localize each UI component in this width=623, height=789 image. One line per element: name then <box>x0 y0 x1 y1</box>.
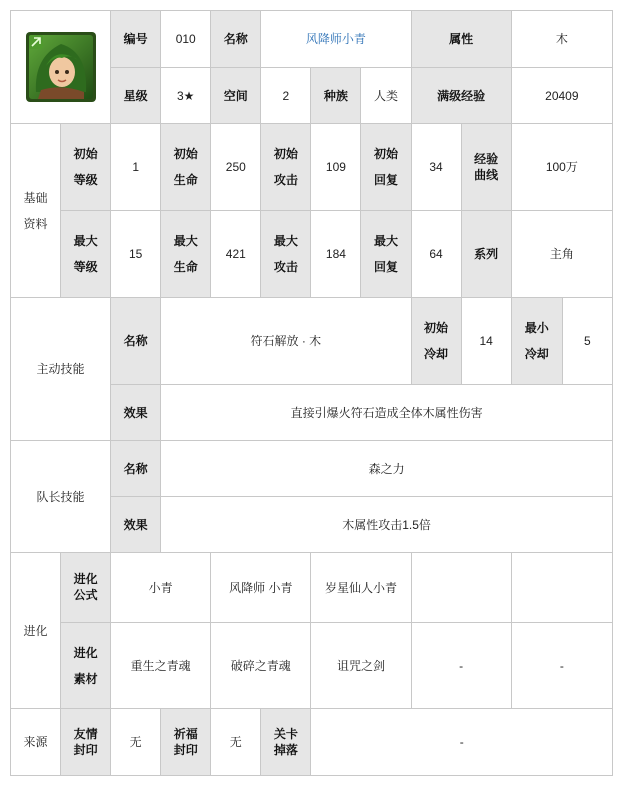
min-cd-value: 5 <box>562 298 612 385</box>
id-label: 编号 <box>111 11 161 68</box>
evo-formula-stage-5 <box>511 553 612 623</box>
forest-girl-portrait-icon <box>26 32 96 102</box>
evo-material-label: 进化 素材 <box>61 623 111 709</box>
leader-skill-section-label: 队长技能 <box>11 441 111 553</box>
init-hp-label: 初始 生命 <box>161 124 211 211</box>
init-rec-label: 初始 回复 <box>361 124 411 211</box>
exp-curve-label: 经验 曲线 <box>461 124 511 211</box>
min-cd-label: 最小 冷却 <box>511 298 562 385</box>
star-value: 3★ <box>161 68 211 124</box>
source-section-label: 来源 <box>11 709 61 776</box>
max-hp-label: 最大 生命 <box>161 211 211 298</box>
max-rec-value: 64 <box>411 211 461 298</box>
race-label: 种族 <box>311 68 361 124</box>
evo-material-4: - <box>411 623 511 709</box>
attr-label: 属性 <box>411 11 511 68</box>
evo-formula-stage-4 <box>411 553 511 623</box>
init-cd-value: 14 <box>461 298 511 385</box>
evo-formula-label: 进化 公式 <box>61 553 111 623</box>
init-atk-label: 初始 攻击 <box>261 124 311 211</box>
evo-material-1: 重生之青魂 <box>111 623 211 709</box>
init-hp-value: 250 <box>211 124 261 211</box>
max-atk-label: 最大 攻击 <box>261 211 311 298</box>
star-label: 星级 <box>111 68 161 124</box>
name-label: 名称 <box>211 11 261 68</box>
evo-formula-stage-3: 岁星仙人小青 <box>311 553 411 623</box>
avatar <box>26 32 96 102</box>
card-name-link[interactable]: 风降师小青 <box>261 11 411 68</box>
init-cd-label: 初始 冷却 <box>411 298 461 385</box>
active-skill-effect-label: 效果 <box>111 385 161 441</box>
active-skill-effect: 直接引爆火符石造成全体木属性伤害 <box>161 385 613 441</box>
id-value: 010 <box>161 11 211 68</box>
friend-seal-label: 友情 封印 <box>61 709 111 776</box>
series-label: 系列 <box>461 211 511 298</box>
evolution-section-label: 进化 <box>11 553 61 709</box>
evo-material-3: 诅咒之剑 <box>311 623 411 709</box>
max-level-value: 15 <box>111 211 161 298</box>
exp-curve-value: 100万 <box>511 124 612 211</box>
stage-drop-label: 关卡 掉落 <box>261 709 311 776</box>
avatar-cell <box>11 11 111 124</box>
init-level-label: 初始 等级 <box>61 124 111 211</box>
base-section-label: 基础 资料 <box>11 124 61 298</box>
leader-skill-effect-label: 效果 <box>111 497 161 553</box>
stage-drop-value: - <box>311 709 613 776</box>
max-hp-value: 421 <box>211 211 261 298</box>
active-skill-name-label: 名称 <box>111 298 161 385</box>
max-atk-value: 184 <box>311 211 361 298</box>
leader-skill-name-label: 名称 <box>111 441 161 497</box>
evo-material-2: 破碎之青魂 <box>211 623 311 709</box>
cost-label: 空间 <box>211 68 261 124</box>
pray-seal-value: 无 <box>211 709 261 776</box>
evo-formula-stage-2: 风降师 小青 <box>211 553 311 623</box>
maxexp-label: 满级经验 <box>411 68 511 124</box>
friend-seal-value: 无 <box>111 709 161 776</box>
max-rec-label: 最大 回复 <box>361 211 411 298</box>
init-level-value: 1 <box>111 124 161 211</box>
series-value: 主角 <box>511 211 612 298</box>
pray-seal-label: 祈福 封印 <box>161 709 211 776</box>
evo-material-5: - <box>511 623 612 709</box>
race-value: 人类 <box>361 68 411 124</box>
evo-formula-stage-1: 小青 <box>111 553 211 623</box>
attr-value: 木 <box>511 11 612 68</box>
max-level-label: 最大 等级 <box>61 211 111 298</box>
maxexp-value: 20409 <box>511 68 612 124</box>
card-info-table <box>10 10 613 776</box>
cost-value: 2 <box>261 68 311 124</box>
init-atk-value: 109 <box>311 124 361 211</box>
leader-skill-name: 森之力 <box>161 441 613 497</box>
leader-skill-effect: 木属性攻击1.5倍 <box>161 497 613 553</box>
active-skill-name: 符石解放 · 木 <box>161 298 411 385</box>
active-skill-section-label: 主动技能 <box>11 298 111 441</box>
init-rec-value: 34 <box>411 124 461 211</box>
